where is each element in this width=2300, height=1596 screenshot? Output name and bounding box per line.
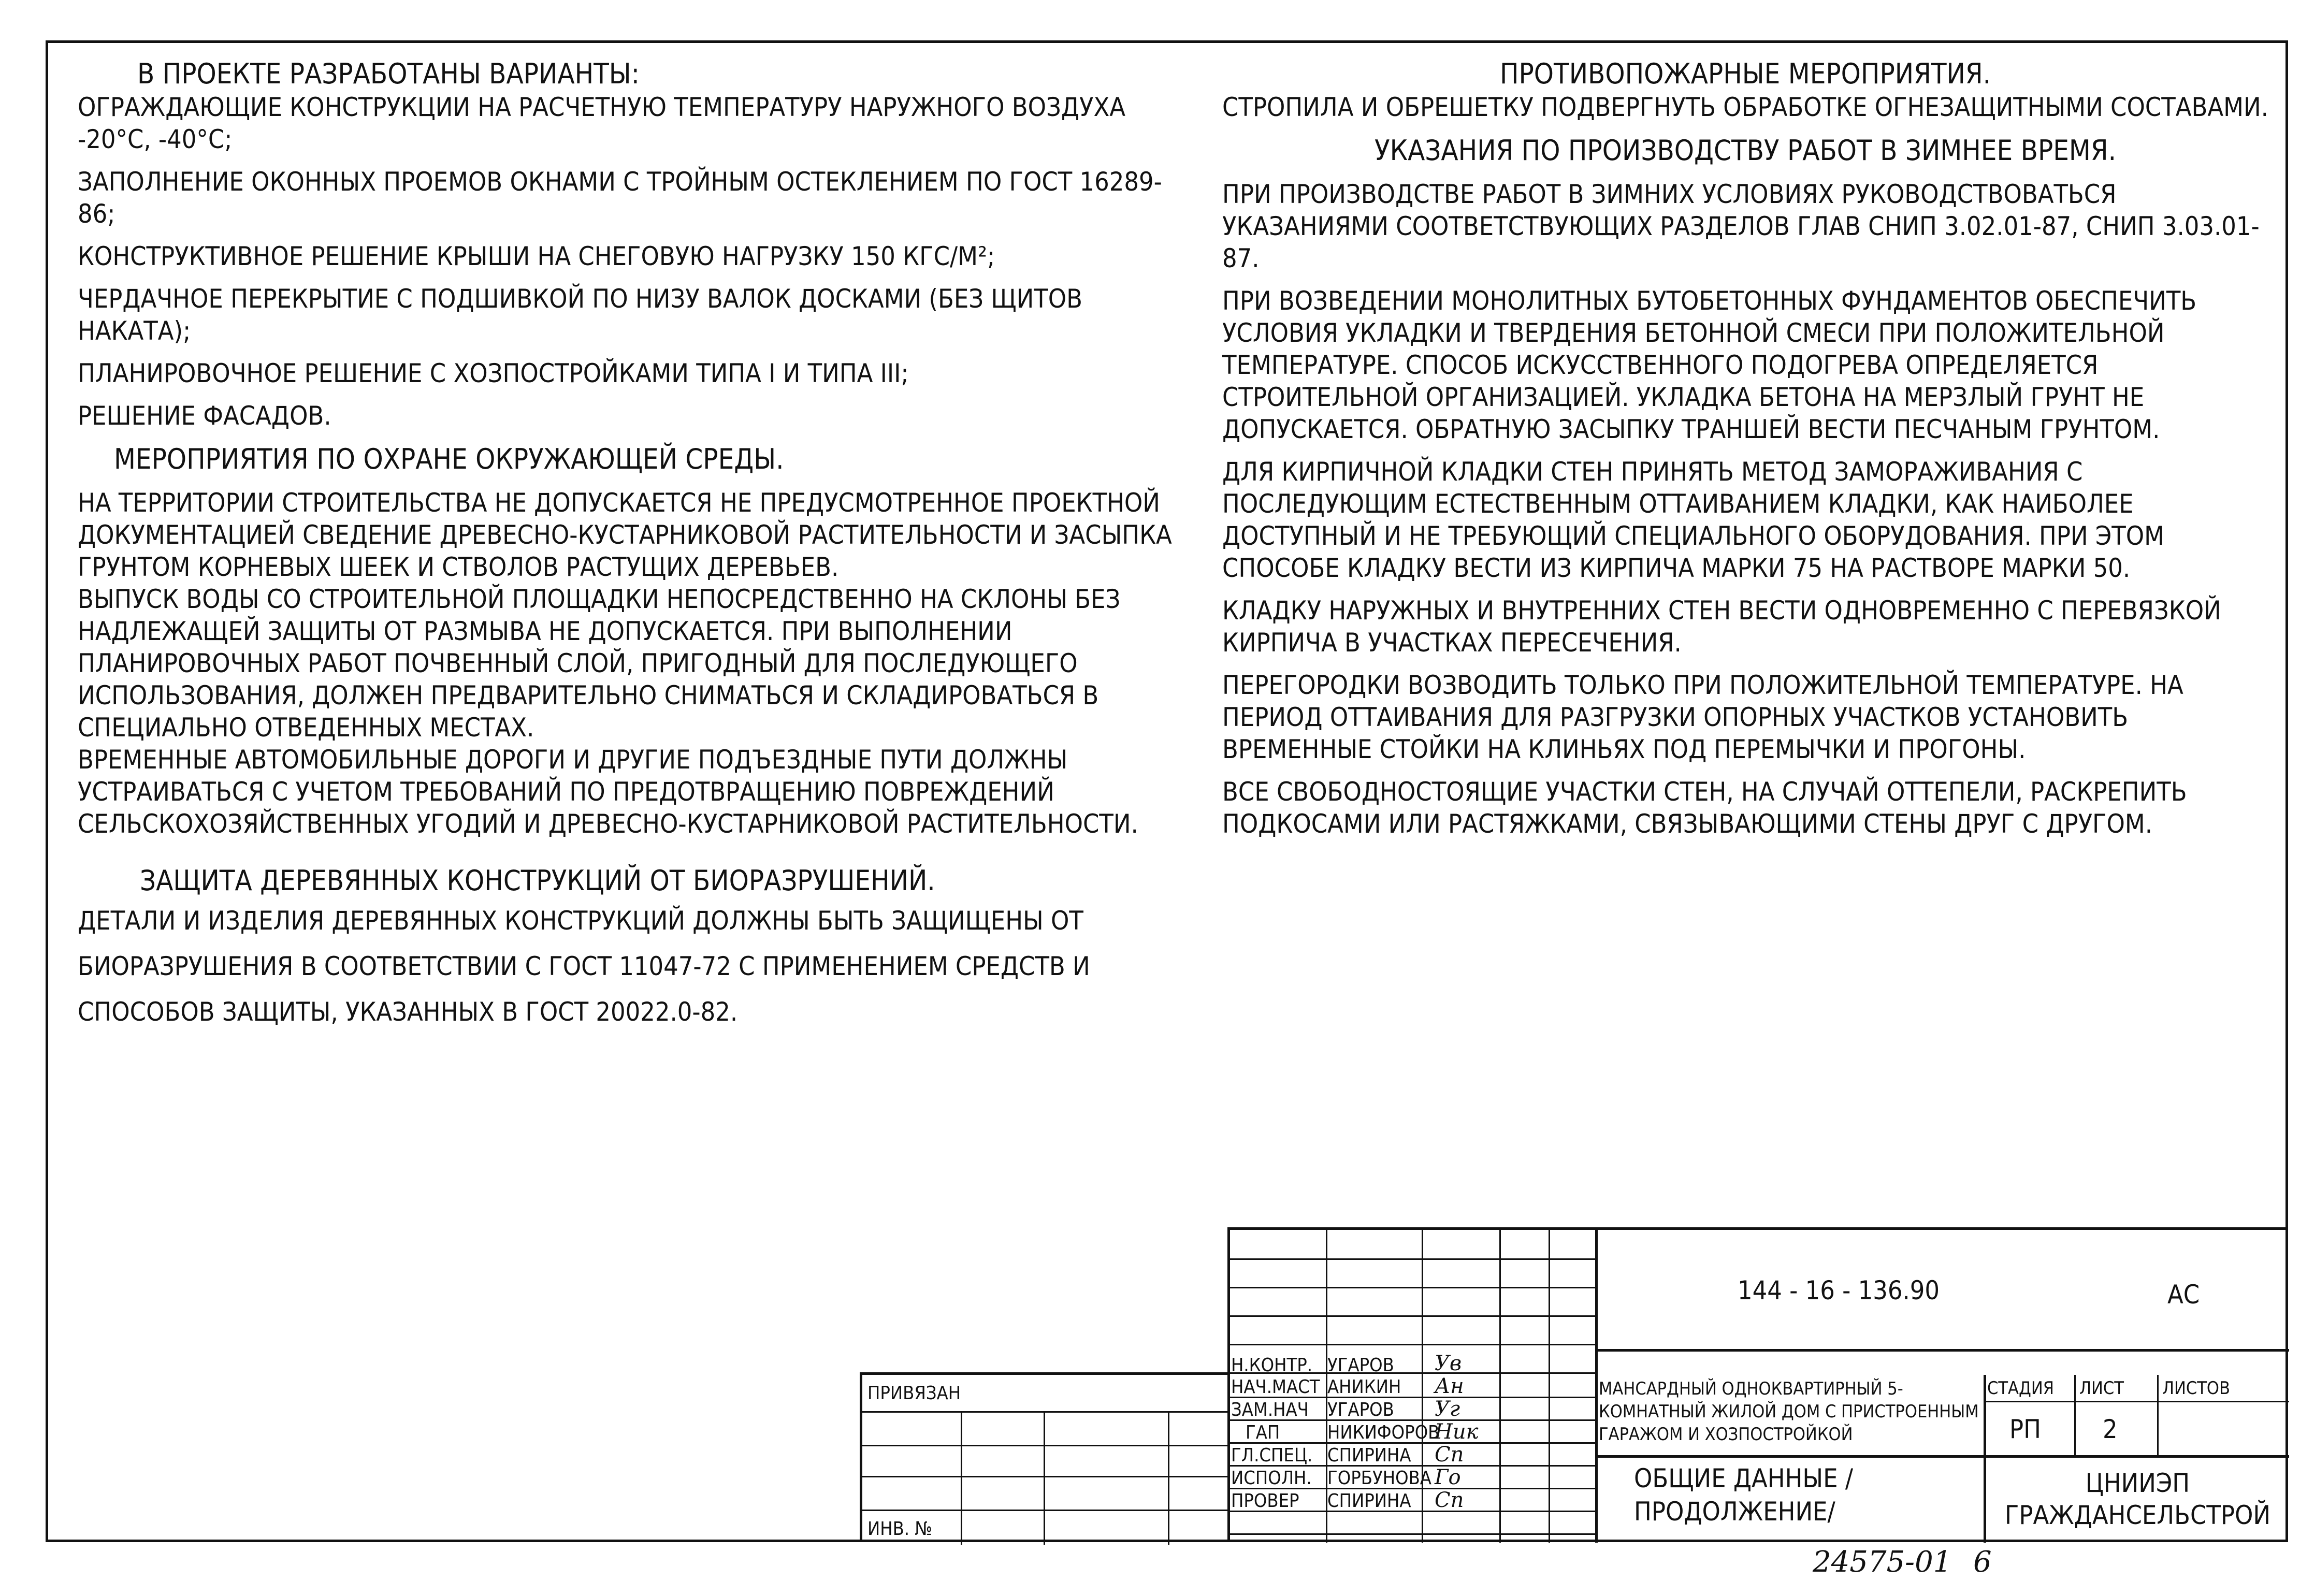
winter-paragraph: КЛАДКУ НАРУЖНЫХ И ВНУТРЕННИХ СТЕН ВЕСТИ ОДНОВРЕМЕННО С ПЕРЕВЯЗКОЙ КИРПИЧА В УЧАСТКАХ ПЕРЕСЕЧЕНИЯ. (1222, 596, 2221, 658)
signature: Сп (1435, 1488, 1464, 1512)
variant-item: ЧЕРДАЧНОЕ ПЕРЕКРЫТИЕ С ПОДШИВКОЙ ПО НИЗУ ВАЛОК ДОСКАМИ (БЕЗ ЩИТОВ НАКАТА); (78, 284, 1082, 346)
role-label: НАЧ.МАСТ (1231, 1376, 1320, 1398)
winter-paragraph: ПРИ ПРОИЗВОДСТВЕ РАБОТ В ЗИМНИХ УСЛОВИЯХ РУКОВОДСТВОВАТЬСЯ УКАЗАНИЯМИ СООТВЕТСТВУЮЩИХ РАЗДЕЛОВ ГЛАВ СНИП 3.02.01-87, СНИП 3.03.01-87. (1222, 179, 2260, 273)
signature: Уг (1435, 1397, 1460, 1421)
right-column (1222, 57, 2268, 840)
winter-paragraph: ВСЕ СВОБОДНОСТОЯЩИЕ УЧАСТКИ СТЕН, НА СЛУЧАЙ ОТТЕПЕЛИ, РАСКРЕПИТЬ ПОДКОСАМИ ИЛИ РАСТЯЖКАМИ, СВЯЗЫВАЮЩИМИ СТЕНЫ ДРУГ С ДРУГОМ. (1222, 777, 2187, 839)
sheet-value: 2 (2103, 1414, 2118, 1444)
role-label: ИСПОЛН. (1231, 1468, 1312, 1489)
person-name: СПИРИНА (1327, 1490, 1411, 1512)
environment-paragraph: ВРЕМЕННЫЕ АВТОМОБИЛЬНЫЕ ДОРОГИ И ДРУГИЕ ПОДЪЕЗДНЫЕ ПУТИ ДОЛЖНЫ УСТРАИВАТЬСЯ С УЧЕТОМ ТРЕБОВАНИЙ ПО ПРЕДОТВРАЩЕНИЮ ПОВРЕЖДЕНИЙ СЕЛЬСКОХОЗЯЙСТВЕННЫХ УГОДИЙ И ДРЕВЕСНО-КУСТАРНИКОВОЙ РАСТИТЕЛЬНОСТИ. (78, 745, 1138, 839)
page-number: 6 (1973, 1545, 1992, 1579)
environment-paragraph: НА ТЕРРИТОРИИ СТРОИТЕЛЬСТВА НЕ ДОПУСКАЕТСЯ НЕ ПРЕДУСМОТРЕННОЕ ПРОЕКТНОЙ ДОКУМЕНТАЦИЕЙ СВЕДЕНИЕ ДРЕВЕСНО-КУСТАРНИКОВОЙ РАСТИТЕЛЬНОСТИ И ЗАСЫПКА ГРУНТОМ КОРНЕВЫХ ШЕЕК И СТВОЛОВ РАСТУЩИХ ДЕРЕВЬЕВ. (78, 488, 1172, 582)
fire-heading: ПРОТИВОПОЖАРНЫЕ МЕРОПРИЯТИЯ. (1499, 57, 1991, 90)
signature: Сп (1435, 1443, 1464, 1467)
signature: Ув (1435, 1352, 1462, 1375)
winter-paragraph: ПРИ ВОЗВЕДЕНИИ МОНОЛИТНЫХ БУТОБЕТОННЫХ ФУНДАМЕНТОВ ОБЕСПЕЧИТЬ УСЛОВИЯ УКЛАДКИ И ТВЕРДЕНИЯ БЕТОННОЙ СМЕСИ ПРИ ПОЛОЖИТЕЛЬНОЙ ТЕМПЕРАТУРЕ. СПОСОБ ИСКУССТВЕННОГО ПОДОГРЕВА ОПРЕДЕЛЯЕТСЯ СТРОИТЕЛЬНОЙ ОРГАНИЗАЦИЕЙ. УКЛАДКА БЕТОНА НА МЕРЗЛЫЙ ГРУНТ НЕ ДОПУСКАЕТСЯ. ОБРАТНУЮ ЗАСЫПКУ ТРАНШЕЙ ВЕСТИ ПЕСЧАНЫМ ГРУНТОМ. (1222, 286, 2197, 444)
person-name: ГОРБУНОВА (1327, 1468, 1431, 1489)
fire-paragraph: СТРОПИЛА И ОБРЕШЕТКУ ПОДВЕРГНУТЬ ОБРАБОТКЕ ОГНЕЗАЩИТНЫМИ СОСТАВАМИ. (1222, 92, 2268, 122)
document-code: 144 - 16 - 136.90 (1738, 1275, 1940, 1305)
variant-item: ПЛАНИРОВОЧНОЕ РЕШЕНИЕ С ХОЗПОСТРОЙКАМИ ТИПА I И ТИПА III; (78, 358, 909, 388)
environment-heading: МЕРОПРИЯТИЯ ПО ОХРАНЕ ОКРУЖАЮЩЕЙ СРЕДЫ. (114, 443, 784, 475)
person-name: УГАРОВ (1327, 1355, 1394, 1376)
role-label: ГАП (1246, 1422, 1280, 1443)
bio-protection-paragraph: ДЕТАЛИ И ИЗДЕЛИЯ ДЕРЕВЯННЫХ КОНСТРУКЦИЙ ДОЛЖНЫ БЫТЬ ЗАЩИЩЕНЫ ОТ БИОРАЗРУШЕНИЯ В СООТВЕТСТВИИ С ГОСТ 11047-72 С ПРИМЕНЕНИЕМ СРЕДСТВ И СПОСОБОВ ЗАЩИТЫ, УКАЗАННЫХ В ГОСТ 20022.0-82. (78, 906, 1090, 1027)
inventory-label: ИНВ. № (867, 1518, 933, 1540)
person-name: СПИРИНА (1327, 1445, 1411, 1466)
sheet-header: ЛИСТ (2079, 1378, 2124, 1399)
signature: Ан (1435, 1374, 1464, 1398)
winter-paragraph: ПЕРЕГОРОДКИ ВОЗВОДИТЬ ТОЛЬКО ПРИ ПОЛОЖИТЕЛЬНОЙ ТЕМПЕРАТУРЕ. НА ПЕРИОД ОТТАИВАНИЯ ДЛЯ РАЗГРУЗКИ ОПОРНЫХ УЧАСТКОВ УСТАНОВИТЬ ВРЕМЕННЫЕ СТОЙКИ НА КЛИНЬЯХ ПОД ПЕРЕМЫЧКИ И ПРОГОНЫ. (1222, 670, 2183, 764)
role-label: ЗАМ.НАЧ (1231, 1399, 1309, 1420)
signature: Го (1435, 1466, 1461, 1489)
variant-item: ОГРАЖДАЮЩИЕ КОНСТРУКЦИИ НА РАСЧЕТНУЮ ТЕМПЕРАТУРУ НАРУЖНОГО ВОЗДУХА -20°С, -40°С; (78, 92, 1126, 154)
person-name: НИКИФОРОВ (1327, 1422, 1440, 1443)
person-name: УГАРОВ (1327, 1399, 1394, 1420)
variant-item: КОНСТРУКТИВНОЕ РЕШЕНИЕ КРЫШИ НА СНЕГОВУЮ НАГРУЗКУ 150 КГС/М²; (78, 241, 995, 271)
privyazan-label: ПРИВЯЗАН (867, 1383, 961, 1404)
stage-header: СТАДИЯ (1987, 1378, 2054, 1399)
variant-item: ЗАПОЛНЕНИЕ ОКОННЫХ ПРОЕМОВ ОКНАМИ С ТРОЙНЫМ ОСТЕКЛЕНИЕМ ПО ГОСТ 16289-86; (78, 167, 1162, 229)
bio-protection-heading: ЗАЩИТА ДЕРЕВЯННЫХ КОНСТРУКЦИЙ ОТ БИОРАЗРУШЕНИЙ. (140, 864, 935, 897)
document-code-suffix: АС (2167, 1280, 2200, 1310)
sheet-title: ОБЩИЕ ДАННЫЕ /ПРОДОЛЖЕНИЕ/ (1634, 1463, 1853, 1527)
environment-paragraph: ВЫПУСК ВОДЫ СО СТРОИТЕЛЬНОЙ ПЛОЩАДКИ НЕПОСРЕДСТВЕННО НА СКЛОНЫ БЕЗ НАДЛЕЖАЩЕЙ ЗАЩИТЫ ОТ РАЗМЫВА НЕ ДОПУСКАЕТСЯ. ПРИ ВЫПОЛНЕНИИ ПЛАНИРОВОЧНЫХ РАБОТ ПОЧВЕННЫЙ СЛОЙ, ПРИГОДНЫЙ ДЛЯ ПОСЛЕДУЮЩЕГО ИСПОЛЬЗОВАНИЯ, ДОЛЖЕН ПРЕДВАРИТЕЛЬНО СНИМАТЬСЯ И СКЛАДИРОВАТЬСЯ В СПЕЦИАЛЬНО ОТВЕДЕННЫХ МЕСТАХ. (78, 584, 1121, 743)
variant-item: РЕШЕНИЕ ФАСАДОВ. (78, 401, 331, 431)
left-column (78, 57, 1176, 1035)
archive-number: 24575-01 (1813, 1545, 1952, 1579)
winter-heading: УКАЗАНИЯ ПО ПРОИЗВОДСТВУ РАБОТ В ЗИМНЕЕ ВРЕМЯ. (1374, 134, 2117, 167)
project-title: МАНСАРДНЫЙ ОДНОКВАРТИРНЫЙ 5-КОМНАТНЫЙ ЖИЛОЙ ДОМ С ПРИСТРОЕННЫМ ГАРАЖОМ И ХОЗПОСТРОЙКОЙ (1599, 1379, 1979, 1445)
role-label: ГЛ.СПЕЦ. (1231, 1445, 1313, 1466)
variants-heading: В ПРОЕКТЕ РАЗРАБОТАНЫ ВАРИАНТЫ: (137, 57, 640, 90)
binding-box (860, 1372, 1230, 1542)
title-block (1227, 1227, 2288, 1542)
sheets-header: ЛИСТОВ (2162, 1378, 2230, 1399)
stage-value: РП (2009, 1414, 2041, 1444)
winter-paragraph: ДЛЯ КИРПИЧНОЙ КЛАДКИ СТЕН ПРИНЯТЬ МЕТОД ЗАМОРАЖИВАНИЯ С ПОСЛЕДУЮЩИМ ЕСТЕСТВЕННЫМ ОТТАИВАНИЕМ КЛАДКИ, КАК НАИБОЛЕЕ ДОСТУПНЫЙ И НЕ ТРЕБУЮЩИЙ СПЕЦИАЛЬНОГО ОБОРУДОВАНИЯ. ПРИ ЭТОМ СПОСОБЕ КЛАДКУ ВЕСТИ ИЗ КИРПИЧА МАРКИ 75 НА РАСТВОРЕ МАРКИ 50. (1222, 457, 2164, 583)
person-name: АНИКИН (1327, 1376, 1401, 1398)
organization-name: ЦНИИЭП ГРАЖДАНСЕЛЬСТРОЙ (2004, 1468, 2271, 1530)
signature: Ник (1435, 1420, 1479, 1444)
role-label: Н.КОНТР. (1231, 1355, 1313, 1376)
role-label: ПРОВЕР (1231, 1490, 1299, 1512)
